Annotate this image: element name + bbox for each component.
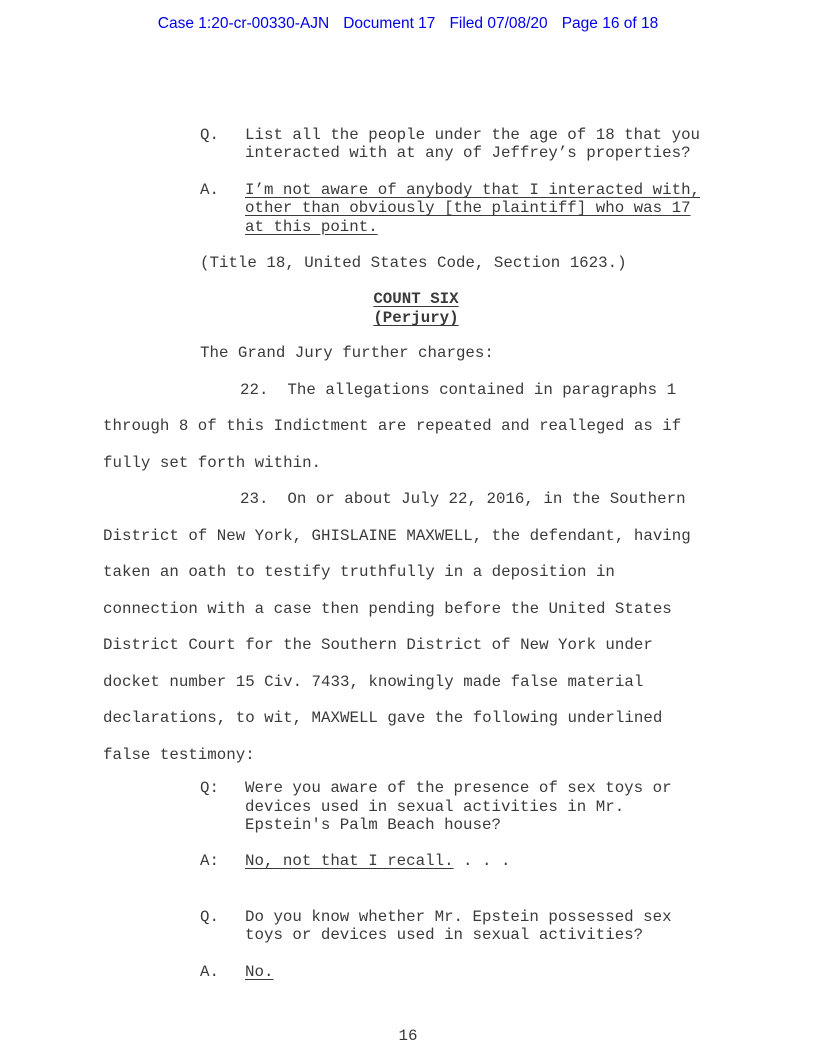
- answer-3: [200, 963, 713, 981]
- qa-block-1: [200, 126, 713, 236]
- paragraph-23-line: taken an oath to testify truthfully in a deposition in: [103, 563, 615, 582]
- question-text: [245, 126, 713, 163]
- paragraph-23-line: District Court for the Southern District of New York under: [103, 636, 653, 655]
- answer-2: [200, 852, 713, 870]
- page-number: 16: [398, 1027, 418, 1045]
- count-title: COUNT SIX: [373, 290, 459, 309]
- question-label: Q.: [200, 126, 219, 144]
- stamp-case-number: Case 1:20-cr-00330-AJN: [157, 15, 330, 32]
- charging-paragraphs: [103, 335, 713, 773]
- answer-label: A.: [200, 180, 219, 199]
- answer-trailing-segment: . . .: [453, 852, 511, 871]
- text-line: Epstein's Palm Beach house?: [245, 816, 501, 835]
- question-text: [245, 908, 713, 945]
- answer-text-underlined: [245, 963, 713, 981]
- text-line: No.: [245, 962, 274, 981]
- paragraph-23-line: District of New York, GHISLAINE MAXWELL, the defendant, having: [103, 526, 691, 545]
- paragraph-22-line: fully set forth within.: [103, 453, 322, 472]
- text-line: Do you know whether Mr. Epstein possessed sex: [245, 907, 672, 926]
- count-heading: [103, 290, 713, 327]
- stamp-filed-date: Filed 07/08/20: [449, 15, 548, 32]
- text-line: interacted with at any of Jeffrey’s properties?: [245, 144, 691, 163]
- paragraph-22-line: 22. The allegations contained in paragraphs 1: [240, 380, 677, 399]
- stamp-document-number: Document 17: [343, 15, 436, 32]
- document-body: [103, 126, 713, 981]
- paragraph-23-line: docket number 15 Civ. 7433, knowingly made false material: [103, 672, 644, 691]
- paragraph-22-line: through 8 of this Indictment are repeated and realleged as if: [103, 417, 682, 436]
- charge-intro: The Grand Jury further charges:: [200, 344, 494, 363]
- qa-block-2: [200, 779, 713, 871]
- case-stamp-header: [0, 15, 816, 33]
- question-3: [200, 908, 713, 945]
- paragraph-23-line: 23. On or about July 22, 2016, in the Southern: [240, 490, 686, 509]
- question-1: [200, 126, 713, 163]
- count-subtitle: (Perjury): [373, 308, 459, 327]
- paragraph-23-line: connection with a case then pending before the United States: [103, 599, 672, 618]
- text-line: List all the people under the age of 18 that you: [245, 126, 701, 144]
- text-line: devices used in sexual activities in Mr.: [245, 797, 625, 816]
- text-line: toys or devices used in sexual activities?: [245, 926, 644, 945]
- answer-label: A:: [200, 852, 219, 871]
- stamp-page-count: Page 16 of 18: [561, 15, 659, 32]
- text-line: I’m not aware of anybody that I interacted with,: [245, 180, 701, 199]
- paragraph-23-line: declarations, to wit, MAXWELL gave the following underlined: [103, 709, 663, 728]
- answer-1: [200, 181, 713, 236]
- answer-underlined-segment: No, not that I recall.: [245, 852, 454, 871]
- question-label: Q.: [200, 907, 219, 926]
- paragraph-23-line: false testimony:: [103, 745, 255, 764]
- qa-block-3: [200, 908, 713, 981]
- answer-text: [245, 852, 713, 870]
- question-text: [245, 779, 713, 834]
- question-2: [200, 779, 713, 834]
- text-line: [245, 852, 713, 870]
- text-line: Were you aware of the presence of sex toys or: [245, 779, 672, 798]
- text-line: other than obviously [the plaintiff] who was 17: [245, 199, 691, 218]
- statute-citation: (Title 18, United States Code, Section 1623.): [200, 254, 627, 273]
- answer-text-underlined: [245, 181, 713, 236]
- text-line: at this point.: [245, 217, 378, 236]
- answer-label: A.: [200, 962, 219, 981]
- question-label: Q:: [200, 779, 219, 798]
